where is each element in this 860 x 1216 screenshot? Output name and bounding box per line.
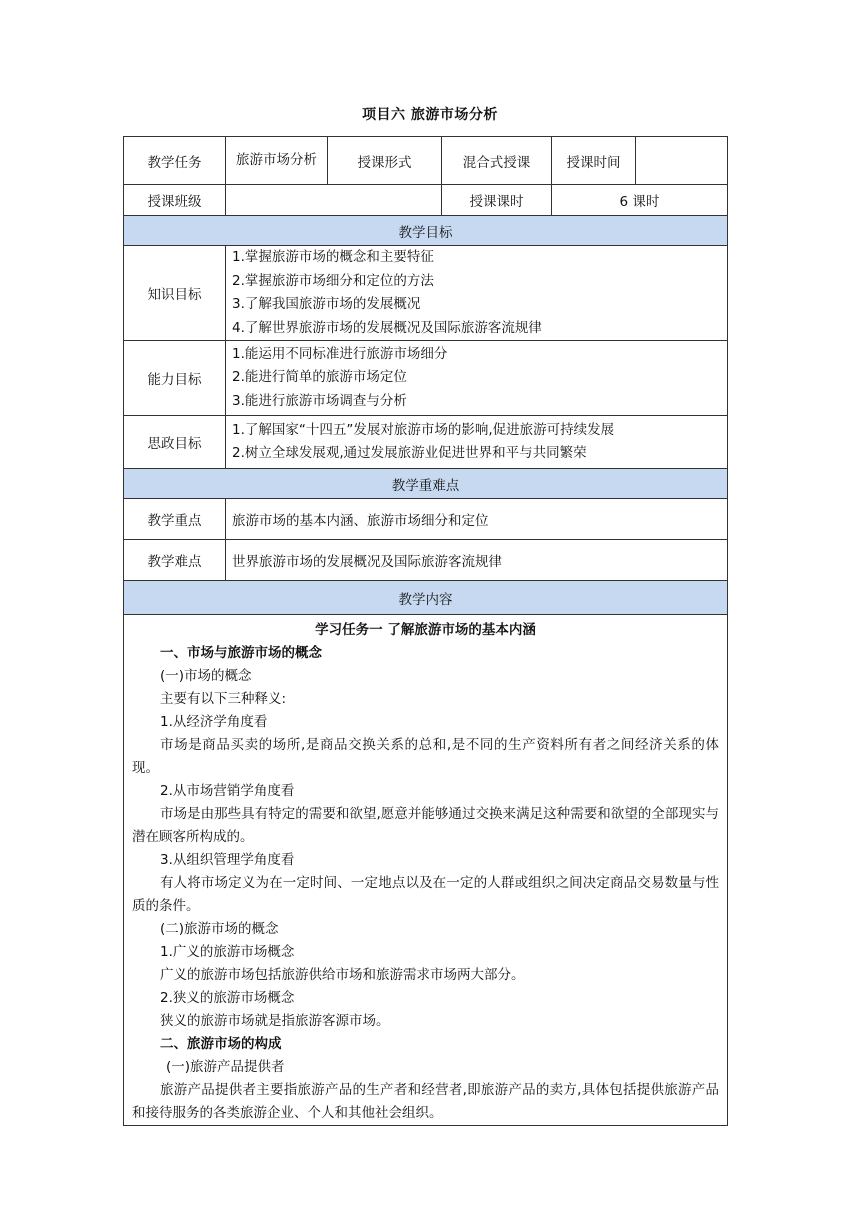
time-label: 授课时间 [552, 137, 636, 185]
task-label: 教学任务 [124, 137, 226, 185]
item-heading: 2.狭义的旅游市场概念 [160, 990, 295, 1006]
ideology-item: 2.树立全球发展观,通过发展旅游业促进世界和平与共同繁荣 [232, 445, 587, 461]
difficulty-label: 教学难点 [124, 540, 226, 581]
ability-item: 1.能运用不同标准进行旅游市场细分 [232, 345, 448, 362]
content-band: 教学内容 [124, 581, 728, 615]
difficulty-value: 世界旅游市场的发展概况及国际旅游客流规律 [226, 540, 728, 581]
paragraph: 有人将市场定义为在一定时间、一定地点以及在一定的人群或组织之间决定商品交易数量与性质的条件。 [132, 875, 719, 914]
knowledge-item: 4.了解世界旅游市场的发展概况及国际旅游客流规律 [232, 319, 542, 336]
ability-item: 3.能进行旅游市场调查与分析 [232, 392, 407, 409]
section-heading: 二、旅游市场的构成 [160, 1036, 282, 1052]
row-focus [124, 499, 728, 540]
paragraph: 狭义的旅游市场就是指旅游客源市场。 [160, 1013, 390, 1029]
subsection-heading: (一)市场的概念 [160, 668, 252, 684]
item-heading: 1.从经济学角度看 [160, 714, 268, 730]
focus-value: 旅游市场的基本内涵、旅游市场细分和定位 [226, 499, 728, 540]
paragraph: 市场是由那些具有特定的需要和欲望,愿意并能够通过交换来满足这种需要和欲望的全部现实与潜在顾客所构成的。 [132, 806, 719, 845]
hours-label: 授课课时 [442, 185, 552, 216]
ideology-label: 思政目标 [124, 416, 226, 469]
form-value: 混合式授课 [442, 137, 552, 185]
knowledge-label: 知识目标 [124, 246, 226, 341]
task-value: 旅游市场分析 [226, 137, 328, 185]
task-title: 学习任务一 了解旅游市场的基本内涵 [315, 622, 536, 638]
class-label: 授课班级 [124, 185, 226, 216]
knowledge-item: 3.了解我国旅游市场的发展概况 [232, 296, 421, 312]
row-objectives-band [124, 216, 728, 246]
class-value [226, 185, 442, 216]
row-class [124, 185, 728, 216]
time-value [636, 137, 728, 185]
paragraph: 主要有以下三种释义: [160, 691, 287, 707]
ability-item: 2.能进行简单的旅游市场定位 [232, 369, 407, 386]
page-title: 项目六 旅游市场分析 [362, 107, 498, 123]
knowledge-item: 2.掌握旅游市场细分和定位的方法 [232, 272, 434, 289]
row-ability [124, 341, 728, 416]
knowledge-item: 1.掌握旅游市场的概念和主要特征 [232, 249, 434, 265]
row-ideology [124, 416, 728, 469]
ability-list [226, 341, 728, 416]
paragraph: 广义的旅游市场包括旅游供给市场和旅游需求市场两大部分。 [160, 967, 525, 983]
subsection-heading: (二)旅游市场的概念 [160, 921, 279, 937]
paragraph: 市场是商品买卖的场所,是商品交换关系的总和,是不同的生产资料所有者之间经济关系的体现。 [132, 737, 719, 776]
ideology-list [226, 416, 728, 469]
subsection-heading: (一)旅游产品提供者 [166, 1059, 285, 1075]
ideology-item: 1.了解国家“十四五”发展对旅游市场的影响,促进旅游可持续发展 [232, 421, 615, 438]
item-heading: 1.广义的旅游市场概念 [160, 944, 295, 960]
paragraph: 旅游产品提供者主要指旅游产品的生产者和经营者,即旅游产品的卖方,具体包括提供旅游产品和接待服务的各类旅游企业、个人和其他社会组织。 [132, 1082, 719, 1121]
ability-label: 能力目标 [124, 341, 226, 416]
keypoints-band: 教学重难点 [124, 469, 728, 499]
knowledge-list [226, 246, 728, 341]
row-keypoints-band [124, 469, 728, 499]
row-content [124, 615, 728, 1126]
item-heading: 2.从市场营销学角度看 [160, 783, 295, 799]
section-heading: 一、市场与旅游市场的概念 [160, 645, 322, 661]
row-content-band [124, 581, 728, 615]
form-label: 授课形式 [328, 137, 442, 185]
hours-value: 6 课时 [552, 185, 728, 216]
objectives-band: 教学目标 [124, 216, 728, 246]
focus-label: 教学重点 [124, 499, 226, 540]
row-knowledge [124, 246, 728, 341]
content-body [124, 615, 728, 1126]
item-heading: 3.从组织管理学角度看 [160, 852, 295, 868]
row-task [124, 137, 728, 185]
lesson-plan-table [123, 136, 728, 1126]
row-difficulty [124, 540, 728, 581]
